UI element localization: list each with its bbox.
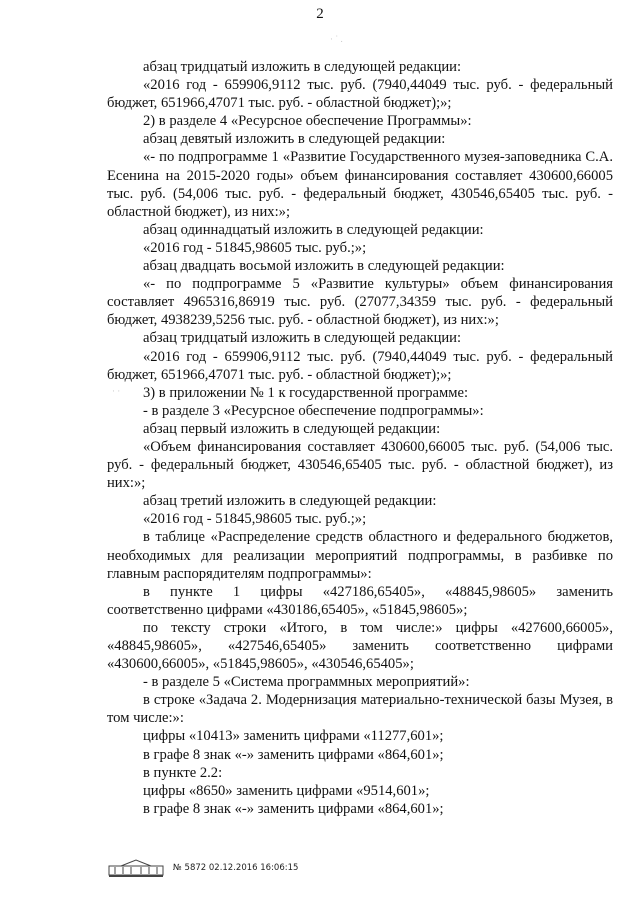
paragraph: цифры «10413» заменить цифрами «11277,601»;	[143, 728, 444, 745]
paragraph: - в разделе 3 «Ресурсное обеспечение подпрограммы»:	[143, 402, 484, 419]
government-building-logo	[107, 858, 165, 878]
paragraph: абзац тридцатый изложить в следующей редакции:	[143, 330, 462, 347]
paragraph: абзац третий изложить в следующей редакции:	[143, 493, 437, 510]
paragraph: «2016 год - 659906,9112 тыс. руб. (7940,44049 тыс. руб. - федеральный бюджет, 651966,47071 тыс. руб. - областной бюджет);»;	[107, 77, 613, 112]
paragraph: абзац тридцатый изложить в следующей редакции:	[143, 59, 462, 75]
paragraph: «- по подпрограмме 5 «Развитие культуры» объем финансирования составляет 4965316,86919 тыс. руб. (27077,34359 тыс. руб. - федеральный бюджет, 4938239,5256 тыс. руб. - областной бюджет), из них:»;	[107, 276, 613, 329]
paragraph: «2016 год - 659906,9112 тыс. руб. (7940,44049 тыс. руб. - федеральный бюджет, 651966,47071 тыс. руб. - областной бюджет);»;	[107, 348, 613, 383]
scan-noise-mark: · ˙ .	[330, 34, 343, 44]
page-number: 2	[316, 6, 324, 22]
paragraph: в строке «Задача 2. Модернизация материально-технической базы Музея, в том числе:»:	[107, 692, 613, 727]
paragraph: «Объем финансирования составляет 430600,66005 тыс. руб. (54,006 тыс. руб. - федеральный бюджет, 430546,65405 тыс. руб. - областной бюджет), из них:»;	[107, 438, 613, 492]
paragraph: «2016 год - 51845,98605 тыс. руб.;»;	[143, 239, 367, 256]
paragraph: в графе 8 знак «-» заменить цифрами «864,601»;	[143, 800, 444, 817]
paragraph: в пункте 1 цифры «427186,65405», «48845,98605» заменить соответственно цифрами «430186,65405», «51845,98605»;	[107, 583, 613, 618]
paragraph: «2016 год - 51845,98605 тыс. руб.;»;	[143, 511, 367, 528]
paragraph: абзац первый изложить в следующей редакции:	[143, 420, 441, 437]
paragraph: в графе 8 знак «-» заменить цифрами «864,601»;	[143, 746, 444, 763]
paragraph: 2) в разделе 4 «Ресурсное обеспечение Программы»:	[143, 113, 472, 130]
paragraph: цифры «8650» заменить цифрами «9514,601»;	[143, 782, 430, 799]
paragraph: в таблице «Распределение средств областного и федерального бюджетов, необходимых для реализации мероприятий подпрограммы, в разбивке по главным распорядителям подпрограммы»:	[107, 529, 613, 582]
paragraph: абзац одиннадцатый изложить в следующей редакции:	[143, 221, 484, 238]
document-footer	[107, 858, 298, 878]
scan-noise-mark: · ·	[112, 386, 121, 396]
document-body	[107, 58, 613, 818]
paragraph: «- по подпрограмме 1 «Развитие Государственного музея-заповедника С.А. Есенина на 2015-2020 годы» объем финансирования составляет 430600,66005 тыс. руб. (54,006 тыс. руб. - федеральный бюджет, 430546,65405 тыс. руб. - областной бюджет), из них:»;	[107, 149, 613, 220]
registration-stamp: № 5872 02.12.2016 16:06:15	[173, 863, 299, 873]
paragraph: - в разделе 5 «Система программных мероприятий»:	[143, 674, 470, 691]
paragraph: по тексту строки «Итого, в том числе:» цифры «427600,66005», «48845,98605», «427546,65405» заменить соответственно цифрами «430600,66005», «51845,98605», «430546,65405»;	[107, 619, 613, 673]
paragraph: абзац девятый изложить в следующей редакции:	[143, 131, 446, 148]
paragraph: в пункте 2.2:	[143, 764, 223, 781]
paragraph: 3) в приложении № 1 к государственной программе:	[143, 384, 469, 401]
paragraph: абзац двадцать восьмой изложить в следующей редакции:	[143, 258, 505, 275]
